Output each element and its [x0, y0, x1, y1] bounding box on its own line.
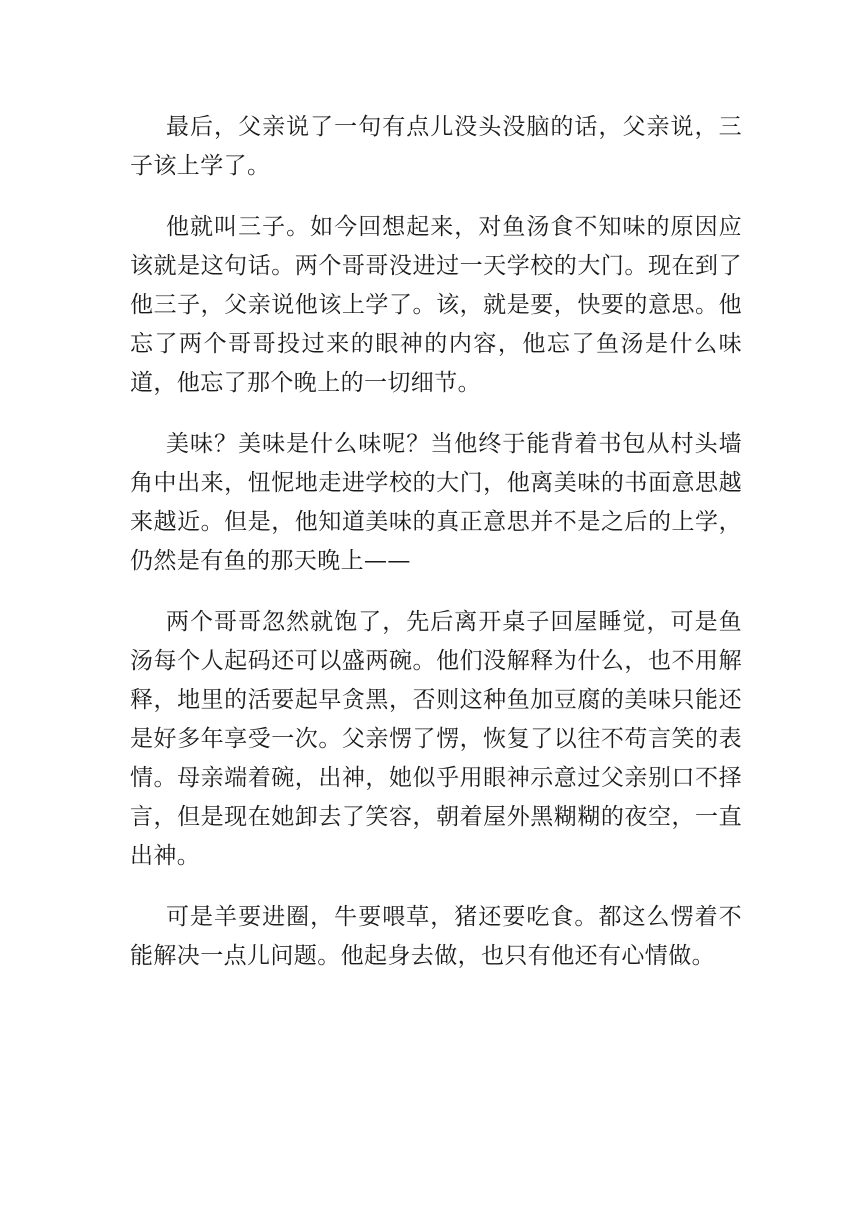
paragraph: 最后，父亲说了一句有点儿没头没脑的话，父亲说，三子该上学了。 [130, 114, 742, 179]
paragraph: 可是羊要进圈，牛要喂草，猪还要吃食。都这么愣着不能解决一点儿问题。他起身去做，也只有他还有心情做。 [130, 904, 742, 969]
paragraph: 两个哥哥忽然就饱了，先后离开桌子回屋睡觉，可是鱼汤每个人起码还可以盛两碗。他们没解释为什么，也不用解释，地里的活要起早贪黑，否则这种鱼加豆腐的美味只能还是好多年享受一次。父亲愣了愣，恢复了以往不苟言笑的表情。母亲端着碗，出神，她似乎用眼神示意过父亲别口不择言，但是现在她卸去了笑容，朝着屋外黑糊糊的夜空，一直出神。 [130, 609, 742, 869]
paragraph: 他就叫三子。如今回想起来，对鱼汤食不知味的原因应该就是这句话。两个哥哥没进过一天学校的大门。现在到了他三子，父亲说他该上学了。该，就是要，快要的意思。他忘了两个哥哥投过来的眼神的内容，他忘了鱼汤是什么味道，他忘了那个晚上的一切细节。 [130, 214, 742, 396]
paragraph: 美味？美味是什么味呢？当他终于能背着书包从村头墙角中出来，忸怩地走进学校的大门，他离美味的书面意思越来越近。但是，他知道美味的真正意思并不是之后的上学，仍然是有鱼的那天晚上—— [130, 431, 742, 574]
document-body [130, 108, 742, 998]
